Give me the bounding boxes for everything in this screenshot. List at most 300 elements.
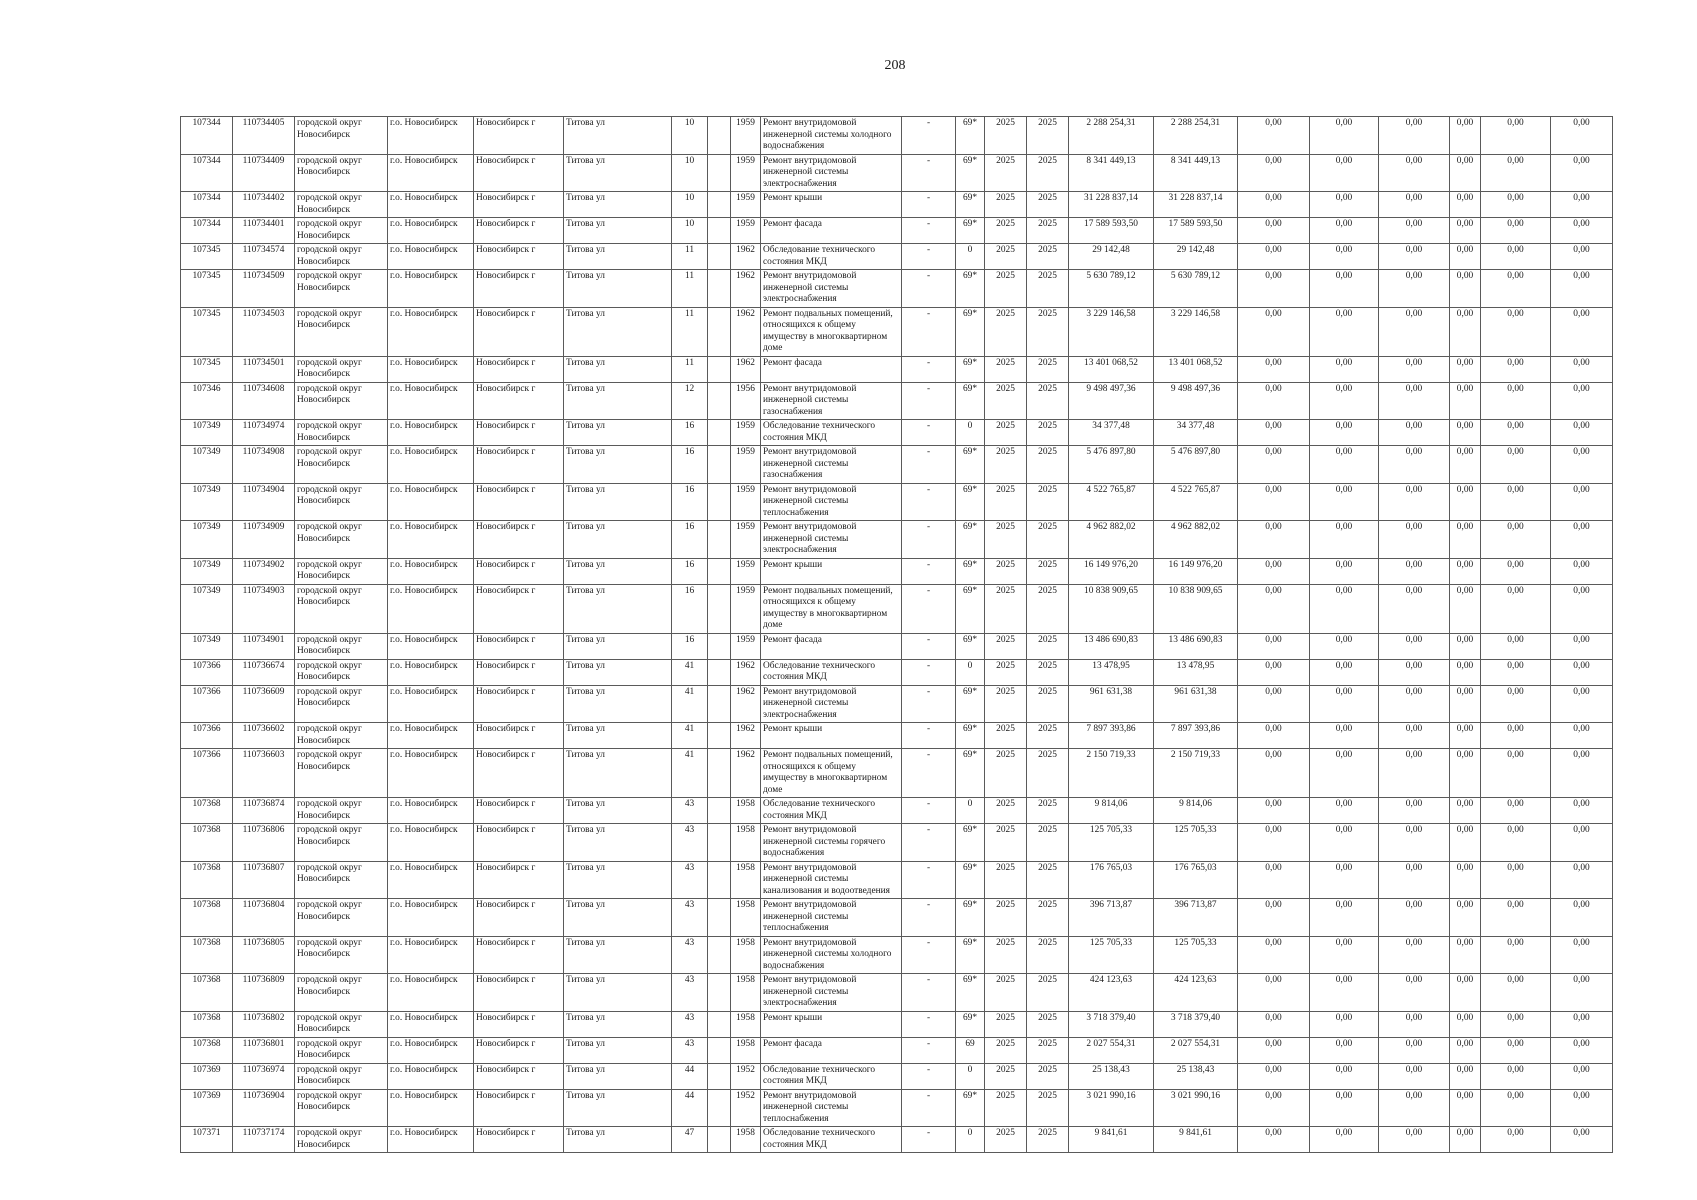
cell-cost-col-1: 0,00	[1238, 659, 1310, 685]
cell-cost-col-6: 0,00	[1551, 899, 1613, 937]
cell-locality: Новосибирск г	[474, 1127, 564, 1153]
cell-municipality: городской округ Новосибирск	[295, 584, 388, 633]
cell-wear: 69*	[956, 154, 985, 192]
cell-wear: 69*	[956, 192, 985, 218]
cell-cost-col-4: 0,00	[1450, 307, 1481, 356]
table-row	[181, 1089, 1613, 1127]
table-row	[181, 154, 1613, 192]
cell-work-id: 110734574	[233, 244, 295, 270]
cell-cost-col-6: 0,00	[1551, 244, 1613, 270]
cell-plan-year-end: 2025	[1027, 1127, 1069, 1153]
cell-plan-year-start: 2025	[985, 633, 1027, 659]
cell-municipality: городской округ Новосибирск	[295, 1011, 388, 1037]
cell-house-id: 107349	[181, 584, 233, 633]
cell-year-built: 1959	[731, 633, 761, 659]
cell-cost-col-3: 0,00	[1379, 382, 1450, 420]
cell-municipal-short: г.о. Новосибирск	[388, 749, 474, 798]
table-row	[181, 584, 1613, 633]
cell-year-built: 1962	[731, 723, 761, 749]
cell-street: Титова ул	[564, 558, 672, 584]
cell-cost-col-1: 0,00	[1238, 218, 1310, 244]
cell-work-type: Ремонт фасада	[761, 356, 902, 382]
cell-cost-col-5: 0,00	[1481, 685, 1551, 723]
cell-building	[708, 824, 731, 862]
cell-plan-year-start: 2025	[985, 1037, 1027, 1063]
cell-work-id: 110736806	[233, 824, 295, 862]
cell-plan-year-start: 2025	[985, 382, 1027, 420]
cell-cost-col-2: 0,00	[1310, 521, 1379, 559]
cell-work-id: 110736801	[233, 1037, 295, 1063]
cell-year-built: 1959	[731, 558, 761, 584]
cell-work-type: Ремонт внутридомовой инженерной системы теплоснабжения	[761, 483, 902, 521]
cell-house-number: 10	[672, 218, 708, 244]
cell-street: Титова ул	[564, 521, 672, 559]
cell-cost-col-6: 0,00	[1551, 558, 1613, 584]
cell-street: Титова ул	[564, 633, 672, 659]
cell-municipality: городской округ Новосибирск	[295, 1037, 388, 1063]
cell-total-cost: 13 478,95	[1069, 659, 1154, 685]
cell-work-type: Ремонт внутридомовой инженерной системы газоснабжения	[761, 446, 902, 484]
cell-cost-col-2: 0,00	[1310, 356, 1379, 382]
cell-cost-col-2: 0,00	[1310, 307, 1379, 356]
cell-municipal-short: г.о. Новосибирск	[388, 244, 474, 270]
cell-municipality: городской округ Новосибирск	[295, 974, 388, 1012]
cell-house-id: 107344	[181, 218, 233, 244]
cell-cost-col-2: 0,00	[1310, 192, 1379, 218]
cell-locality: Новосибирск г	[474, 521, 564, 559]
cell-year-built: 1958	[731, 1127, 761, 1153]
cell-cost-col-1: 0,00	[1238, 899, 1310, 937]
cell-municipality: городской округ Новосибирск	[295, 1089, 388, 1127]
cell-house-id: 107345	[181, 270, 233, 308]
cell-municipality: городской округ Новосибирск	[295, 192, 388, 218]
cell-cost-col-1: 0,00	[1238, 1063, 1310, 1089]
cell-house-number: 43	[672, 861, 708, 899]
cell-plan-year-start: 2025	[985, 824, 1027, 862]
cell-cost-col-5: 0,00	[1481, 558, 1551, 584]
cell-plan-year-start: 2025	[985, 659, 1027, 685]
cell-work-id: 110734401	[233, 218, 295, 244]
cell-municipal-short: г.о. Новосибирск	[388, 584, 474, 633]
cell-municipality: городской округ Новосибирск	[295, 659, 388, 685]
cell-cost-col-5: 0,00	[1481, 659, 1551, 685]
cell-plan-year-end: 2025	[1027, 356, 1069, 382]
cell-municipality: городской округ Новосибирск	[295, 723, 388, 749]
cell-municipal-short: г.о. Новосибирск	[388, 483, 474, 521]
cell-locality: Новосибирск г	[474, 685, 564, 723]
cell-house-id: 107368	[181, 1037, 233, 1063]
cell-plan-year-end: 2025	[1027, 633, 1069, 659]
table-row	[181, 382, 1613, 420]
cell-cost-col-4: 0,00	[1450, 446, 1481, 484]
cell-municipal-short: г.о. Новосибирск	[388, 659, 474, 685]
cell-locality: Новосибирск г	[474, 1037, 564, 1063]
cell-mark: -	[902, 446, 956, 484]
cell-cost-col-1: 0,00	[1238, 1037, 1310, 1063]
cell-mark: -	[902, 861, 956, 899]
cell-mark: -	[902, 584, 956, 633]
cell-cost-col-6: 0,00	[1551, 307, 1613, 356]
cell-total-cost: 2 027 554,31	[1069, 1037, 1154, 1063]
cell-house-number: 43	[672, 899, 708, 937]
cell-total-cost: 9 814,06	[1069, 798, 1154, 824]
cell-municipal-short: г.о. Новосибирск	[388, 861, 474, 899]
cell-house-id: 107349	[181, 633, 233, 659]
cell-municipality: городской округ Новосибирск	[295, 382, 388, 420]
cell-plan-year-end: 2025	[1027, 749, 1069, 798]
cell-year-built: 1962	[731, 244, 761, 270]
cell-cost-col-5: 0,00	[1481, 521, 1551, 559]
cell-house-id: 107344	[181, 192, 233, 218]
cell-street: Титова ул	[564, 382, 672, 420]
cell-work-id: 110734509	[233, 270, 295, 308]
table-row	[181, 1011, 1613, 1037]
cell-building	[708, 521, 731, 559]
cell-municipality: городской округ Новосибирск	[295, 936, 388, 974]
cell-total-cost: 13 401 068,52	[1069, 356, 1154, 382]
cell-work-id: 110734909	[233, 521, 295, 559]
cell-house-id: 107369	[181, 1063, 233, 1089]
cell-cost-regional-fund: 2 150 719,33	[1154, 749, 1238, 798]
cell-cost-regional-fund: 4 962 882,02	[1154, 521, 1238, 559]
cell-work-type: Ремонт внутридомовой инженерной системы электроснабжения	[761, 270, 902, 308]
cell-cost-col-5: 0,00	[1481, 356, 1551, 382]
cell-cost-col-4: 0,00	[1450, 244, 1481, 270]
cell-cost-col-4: 0,00	[1450, 899, 1481, 937]
cell-work-type: Ремонт внутридомовой инженерной системы горячего водоснабжения	[761, 824, 902, 862]
cell-cost-col-2: 0,00	[1310, 270, 1379, 308]
cell-total-cost: 2 288 254,31	[1069, 117, 1154, 155]
cell-year-built: 1952	[731, 1089, 761, 1127]
cell-total-cost: 13 486 690,83	[1069, 633, 1154, 659]
cell-cost-col-6: 0,00	[1551, 936, 1613, 974]
cell-year-built: 1958	[731, 861, 761, 899]
cell-plan-year-start: 2025	[985, 117, 1027, 155]
cell-house-id: 107344	[181, 154, 233, 192]
cell-building	[708, 192, 731, 218]
cell-wear: 69	[956, 1037, 985, 1063]
cell-house-number: 16	[672, 483, 708, 521]
cell-total-cost: 9 498 497,36	[1069, 382, 1154, 420]
cell-cost-col-6: 0,00	[1551, 483, 1613, 521]
cell-plan-year-end: 2025	[1027, 270, 1069, 308]
cell-work-type: Ремонт внутридомовой инженерной системы холодного водоснабжения	[761, 936, 902, 974]
cell-street: Титова ул	[564, 685, 672, 723]
cell-house-number: 10	[672, 154, 708, 192]
cell-wear: 0	[956, 244, 985, 270]
cell-cost-col-6: 0,00	[1551, 659, 1613, 685]
cell-building	[708, 1127, 731, 1153]
cell-cost-col-4: 0,00	[1450, 558, 1481, 584]
table-row	[181, 723, 1613, 749]
cell-cost-col-5: 0,00	[1481, 307, 1551, 356]
page-number: 208	[884, 58, 906, 73]
cell-cost-col-2: 0,00	[1310, 723, 1379, 749]
cell-work-id: 110734402	[233, 192, 295, 218]
cell-work-id: 110734974	[233, 420, 295, 446]
cell-cost-col-5: 0,00	[1481, 192, 1551, 218]
cell-work-type: Ремонт внутридомовой инженерной системы электроснабжения	[761, 685, 902, 723]
cell-municipality: городской округ Новосибирск	[295, 633, 388, 659]
cell-mark: -	[902, 723, 956, 749]
cell-cost-col-2: 0,00	[1310, 749, 1379, 798]
table-row	[181, 861, 1613, 899]
cell-plan-year-start: 2025	[985, 936, 1027, 974]
table-row	[181, 218, 1613, 244]
cell-municipality: городской округ Новосибирск	[295, 420, 388, 446]
cell-work-id: 110737174	[233, 1127, 295, 1153]
cell-street: Титова ул	[564, 1063, 672, 1089]
cell-work-id: 110734501	[233, 356, 295, 382]
cell-municipal-short: г.о. Новосибирск	[388, 558, 474, 584]
cell-work-type: Обследование технического состояния МКД	[761, 798, 902, 824]
cell-wear: 0	[956, 798, 985, 824]
cell-wear: 0	[956, 659, 985, 685]
cell-building	[708, 117, 731, 155]
cell-mark: -	[902, 899, 956, 937]
cell-street: Титова ул	[564, 192, 672, 218]
cell-municipality: городской округ Новосибирск	[295, 798, 388, 824]
cell-municipality: городской округ Новосибирск	[295, 270, 388, 308]
cell-cost-col-5: 0,00	[1481, 1011, 1551, 1037]
cell-year-built: 1959	[731, 446, 761, 484]
cell-municipal-short: г.о. Новосибирск	[388, 1037, 474, 1063]
cell-cost-regional-fund: 16 149 976,20	[1154, 558, 1238, 584]
cell-total-cost: 125 705,33	[1069, 824, 1154, 862]
cell-house-number: 43	[672, 936, 708, 974]
cell-plan-year-start: 2025	[985, 685, 1027, 723]
cell-municipality: городской округ Новосибирск	[295, 483, 388, 521]
cell-street: Титова ул	[564, 749, 672, 798]
cell-cost-col-4: 0,00	[1450, 270, 1481, 308]
cell-house-number: 43	[672, 798, 708, 824]
cell-plan-year-start: 2025	[985, 446, 1027, 484]
cell-building	[708, 899, 731, 937]
cell-cost-col-6: 0,00	[1551, 1089, 1613, 1127]
cell-plan-year-end: 2025	[1027, 192, 1069, 218]
cell-plan-year-end: 2025	[1027, 446, 1069, 484]
cell-cost-col-3: 0,00	[1379, 974, 1450, 1012]
cell-mark: -	[902, 307, 956, 356]
cell-total-cost: 3 021 990,16	[1069, 1089, 1154, 1127]
cell-cost-col-4: 0,00	[1450, 974, 1481, 1012]
cell-cost-col-5: 0,00	[1481, 899, 1551, 937]
cell-plan-year-start: 2025	[985, 483, 1027, 521]
cell-cost-regional-fund: 34 377,48	[1154, 420, 1238, 446]
cell-cost-col-4: 0,00	[1450, 685, 1481, 723]
cell-wear: 0	[956, 1063, 985, 1089]
table-row	[181, 1127, 1613, 1153]
cell-municipal-short: г.о. Новосибирск	[388, 798, 474, 824]
cell-plan-year-end: 2025	[1027, 798, 1069, 824]
table-row	[181, 558, 1613, 584]
cell-cost-col-2: 0,00	[1310, 446, 1379, 484]
cell-house-id: 107371	[181, 1127, 233, 1153]
cell-house-number: 43	[672, 974, 708, 1012]
cell-house-id: 107349	[181, 446, 233, 484]
cell-plan-year-start: 2025	[985, 307, 1027, 356]
cell-total-cost: 25 138,43	[1069, 1063, 1154, 1089]
cell-mark: -	[902, 749, 956, 798]
cell-wear: 69*	[956, 446, 985, 484]
table-row	[181, 633, 1613, 659]
cell-house-id: 107349	[181, 521, 233, 559]
cell-plan-year-end: 2025	[1027, 244, 1069, 270]
cell-wear: 0	[956, 1127, 985, 1153]
cell-cost-col-2: 0,00	[1310, 633, 1379, 659]
cell-cost-regional-fund: 4 522 765,87	[1154, 483, 1238, 521]
cell-house-number: 41	[672, 659, 708, 685]
cell-mark: -	[902, 659, 956, 685]
cell-street: Титова ул	[564, 244, 672, 270]
table-row	[181, 685, 1613, 723]
cell-cost-col-5: 0,00	[1481, 154, 1551, 192]
cell-cost-col-6: 0,00	[1551, 420, 1613, 446]
cell-cost-regional-fund: 2 027 554,31	[1154, 1037, 1238, 1063]
cell-cost-col-1: 0,00	[1238, 584, 1310, 633]
cell-year-built: 1962	[731, 685, 761, 723]
cell-cost-regional-fund: 3 718 379,40	[1154, 1011, 1238, 1037]
cell-cost-col-3: 0,00	[1379, 584, 1450, 633]
cell-municipal-short: г.о. Новосибирск	[388, 117, 474, 155]
table-row	[181, 117, 1613, 155]
cell-street: Титова ул	[564, 1011, 672, 1037]
cell-cost-col-3: 0,00	[1379, 117, 1450, 155]
cell-street: Титова ул	[564, 483, 672, 521]
cell-total-cost: 3 229 146,58	[1069, 307, 1154, 356]
cell-cost-col-3: 0,00	[1379, 307, 1450, 356]
cell-cost-col-2: 0,00	[1310, 420, 1379, 446]
cell-street: Титова ул	[564, 974, 672, 1012]
cell-cost-col-6: 0,00	[1551, 1063, 1613, 1089]
cell-year-built: 1958	[731, 1011, 761, 1037]
cell-street: Титова ул	[564, 270, 672, 308]
cell-mark: -	[902, 558, 956, 584]
cell-cost-col-2: 0,00	[1310, 861, 1379, 899]
cell-house-id: 107345	[181, 356, 233, 382]
cell-house-id: 107366	[181, 659, 233, 685]
cell-wear: 69*	[956, 824, 985, 862]
cell-cost-col-6: 0,00	[1551, 192, 1613, 218]
cell-cost-col-1: 0,00	[1238, 307, 1310, 356]
cell-locality: Новосибирск г	[474, 244, 564, 270]
cell-street: Титова ул	[564, 1127, 672, 1153]
cell-cost-col-3: 0,00	[1379, 1063, 1450, 1089]
cell-plan-year-start: 2025	[985, 192, 1027, 218]
table-row	[181, 974, 1613, 1012]
cell-plan-year-end: 2025	[1027, 154, 1069, 192]
cell-house-number: 16	[672, 633, 708, 659]
cell-cost-col-1: 0,00	[1238, 861, 1310, 899]
cell-wear: 69*	[956, 936, 985, 974]
cell-plan-year-end: 2025	[1027, 1011, 1069, 1037]
cell-plan-year-start: 2025	[985, 558, 1027, 584]
cell-street: Титова ул	[564, 154, 672, 192]
cell-house-id: 107366	[181, 723, 233, 749]
cell-cost-col-2: 0,00	[1310, 1011, 1379, 1037]
cell-cost-col-5: 0,00	[1481, 420, 1551, 446]
cell-municipal-short: г.о. Новосибирск	[388, 420, 474, 446]
cell-wear: 69*	[956, 521, 985, 559]
cell-locality: Новосибирск г	[474, 446, 564, 484]
cell-municipal-short: г.о. Новосибирск	[388, 685, 474, 723]
cell-building	[708, 270, 731, 308]
cell-locality: Новосибирск г	[474, 558, 564, 584]
cell-mark: -	[902, 154, 956, 192]
cell-locality: Новосибирск г	[474, 483, 564, 521]
cell-plan-year-start: 2025	[985, 154, 1027, 192]
cell-plan-year-start: 2025	[985, 356, 1027, 382]
cell-cost-col-3: 0,00	[1379, 270, 1450, 308]
cell-plan-year-end: 2025	[1027, 521, 1069, 559]
cell-work-id: 110736874	[233, 798, 295, 824]
cell-mark: -	[902, 1063, 956, 1089]
cell-cost-col-3: 0,00	[1379, 192, 1450, 218]
cell-plan-year-start: 2025	[985, 1089, 1027, 1127]
cell-cost-col-6: 0,00	[1551, 1011, 1613, 1037]
cell-total-cost: 7 897 393,86	[1069, 723, 1154, 749]
cell-cost-regional-fund: 5 630 789,12	[1154, 270, 1238, 308]
cell-cost-col-2: 0,00	[1310, 218, 1379, 244]
cell-cost-col-2: 0,00	[1310, 824, 1379, 862]
cell-house-number: 47	[672, 1127, 708, 1153]
cell-cost-col-4: 0,00	[1450, 382, 1481, 420]
cell-municipal-short: г.о. Новосибирск	[388, 382, 474, 420]
table-row	[181, 936, 1613, 974]
cell-municipal-short: г.о. Новосибирск	[388, 936, 474, 974]
table-row	[181, 659, 1613, 685]
cell-cost-col-4: 0,00	[1450, 154, 1481, 192]
cell-plan-year-start: 2025	[985, 244, 1027, 270]
cell-cost-col-3: 0,00	[1379, 1089, 1450, 1127]
cell-cost-col-5: 0,00	[1481, 1037, 1551, 1063]
cell-plan-year-end: 2025	[1027, 936, 1069, 974]
table-row	[181, 270, 1613, 308]
cell-municipal-short: г.о. Новосибирск	[388, 824, 474, 862]
cell-mark: -	[902, 798, 956, 824]
cell-work-id: 110736974	[233, 1063, 295, 1089]
cell-cost-regional-fund: 13 486 690,83	[1154, 633, 1238, 659]
cell-work-id: 110734503	[233, 307, 295, 356]
cell-mark: -	[902, 633, 956, 659]
cell-mark: -	[902, 382, 956, 420]
cell-cost-regional-fund: 396 713,87	[1154, 899, 1238, 937]
cell-year-built: 1958	[731, 936, 761, 974]
cell-cost-col-3: 0,00	[1379, 659, 1450, 685]
cell-cost-col-1: 0,00	[1238, 1127, 1310, 1153]
cell-cost-col-6: 0,00	[1551, 824, 1613, 862]
cell-cost-regional-fund: 125 705,33	[1154, 936, 1238, 974]
cell-street: Титова ул	[564, 420, 672, 446]
cell-locality: Новосибирск г	[474, 824, 564, 862]
cell-wear: 0	[956, 420, 985, 446]
cell-work-id: 110736805	[233, 936, 295, 974]
cell-plan-year-end: 2025	[1027, 307, 1069, 356]
cell-cost-regional-fund: 2 288 254,31	[1154, 117, 1238, 155]
cell-building	[708, 446, 731, 484]
cell-cost-col-1: 0,00	[1238, 798, 1310, 824]
cell-street: Титова ул	[564, 117, 672, 155]
cell-cost-col-1: 0,00	[1238, 117, 1310, 155]
cell-work-type: Ремонт крыши	[761, 723, 902, 749]
cell-cost-col-5: 0,00	[1481, 483, 1551, 521]
cell-year-built: 1958	[731, 1037, 761, 1063]
cell-plan-year-end: 2025	[1027, 861, 1069, 899]
cell-cost-col-6: 0,00	[1551, 270, 1613, 308]
cell-building	[708, 749, 731, 798]
cell-cost-col-3: 0,00	[1379, 936, 1450, 974]
cell-mark: -	[902, 117, 956, 155]
